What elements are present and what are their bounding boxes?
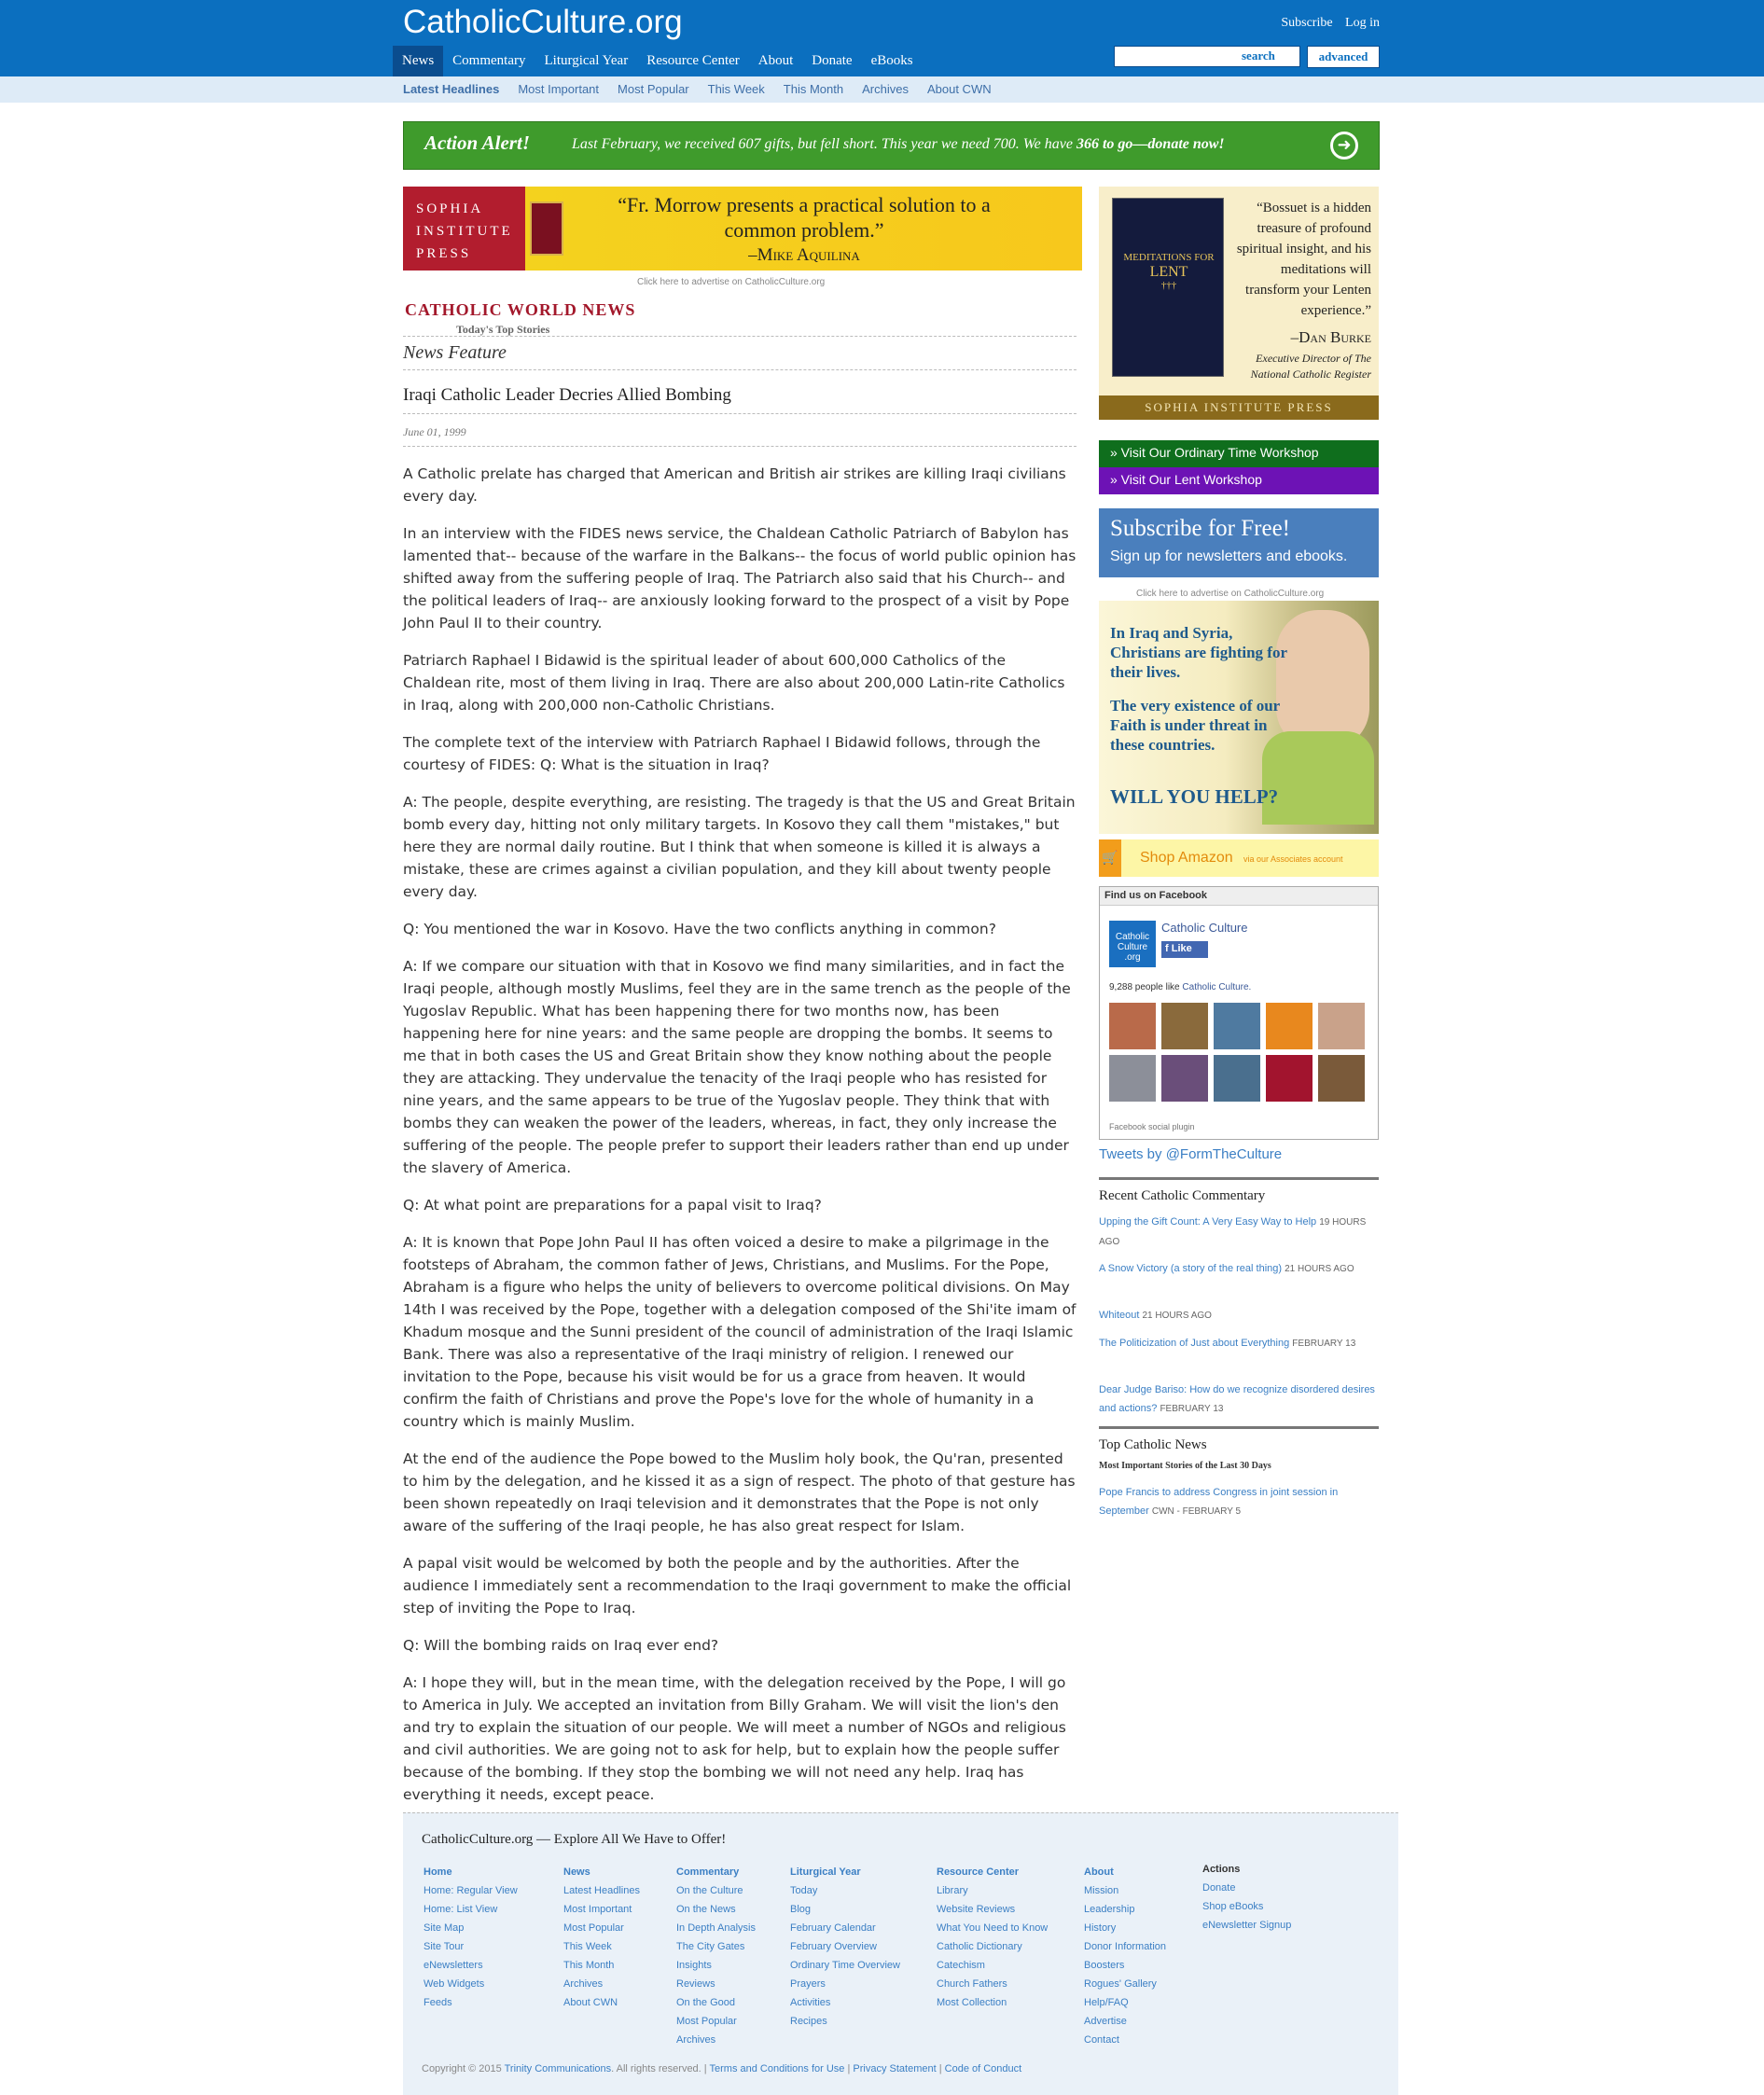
list-item[interactable]: A Snow Victory (a story of the real thing) 21 HOURS AGO <box>1099 1263 1354 1274</box>
news-subnav <box>0 76 1764 103</box>
privacy-link[interactable]: Privacy Statement <box>853 2063 937 2074</box>
list-item[interactable]: Pope Francis to address Congress in joint session in September CWN - FEBRUARY 5 <box>1099 1487 1339 1517</box>
avatar[interactable] <box>1318 1003 1365 1049</box>
avatar[interactable] <box>1266 1003 1313 1049</box>
terms-link[interactable]: Terms and Conditions for Use <box>709 2063 845 2074</box>
page-name-link[interactable]: Catholic Culture <box>1161 921 1248 935</box>
avatar[interactable] <box>1318 1055 1365 1102</box>
divider <box>403 336 1076 337</box>
subscribe-subtitle: Sign up for newsletters and ebooks. <box>1110 548 1348 564</box>
facebook-icon: f <box>1165 943 1172 954</box>
footer-column-resource-center: Resource Center Library Website Reviews What You Need to Know Catholic Dictionary Catechism Church Fathers Most Collection <box>937 1866 1049 2008</box>
footer-title: CatholicCulture.org — Explore All We Have to Offer! <box>422 1832 727 1847</box>
nav-donate[interactable]: Donate <box>812 53 853 68</box>
copyright: Copyright © 2015 Trinity Communications. All rights reserved. | Terms and Conditions for Use | Privacy Statement | Code of Conduct <box>422 2063 1022 2074</box>
paragraph: A: The people, despite everything, are resisting. The tragedy is that the US and Great Britain bomb every day, hitting not only military targets. In Kosovo they call them "mistakes," but here they are normal daily routine. But I think that when someone is killed it is always a mistake, these are crimes against a civilian population, and they kill about twenty people every day. <box>403 794 1076 900</box>
avatar[interactable] <box>1161 1003 1208 1049</box>
paragraph: A papal visit would be welcomed by both the people and by the authorities. After the audience I immediately sent a recommendation to the Iraqi government to make the official step of inviting the Pope to Iraq. <box>403 1555 1072 1616</box>
avatar[interactable] <box>1109 1055 1156 1102</box>
advanced-search-button[interactable]: advanced <box>1307 46 1380 68</box>
main-nav <box>393 46 923 76</box>
alert-title: Action Alert! <box>424 132 530 154</box>
divider <box>1099 1426 1379 1429</box>
site-logo[interactable]: CatholicCulture.org <box>403 4 683 40</box>
avatar[interactable] <box>1161 1055 1208 1102</box>
subnav-this-month[interactable]: This Month <box>783 82 844 96</box>
amazon-title: Shop Amazon <box>1140 850 1233 866</box>
subnav-about-cwn[interactable]: About CWN <box>926 82 992 96</box>
book-cover-image: MEDITATIONS FOR LENT ††† <box>1112 198 1224 377</box>
list-item[interactable]: The Politicization of Just about Everything FEBRUARY 13 <box>1099 1338 1356 1349</box>
trinity-link[interactable]: Trinity Communications <box>504 2063 612 2074</box>
top-header <box>0 0 1764 76</box>
ad-text: The very existence of our Faith is under threat in these countries. <box>1110 697 1280 754</box>
subscribe-box[interactable] <box>1099 508 1379 577</box>
cart-icon: 🛒 <box>1099 839 1121 877</box>
article-body <box>403 463 1076 1821</box>
subnav-this-week[interactable]: This Week <box>707 82 765 96</box>
subnav-archives[interactable]: Archives <box>862 82 909 96</box>
subnav-most-popular[interactable]: Most Popular <box>618 82 689 96</box>
lent-book-ad[interactable] <box>1099 187 1379 420</box>
alert-message: Last February, we received 607 gifts, but fell short. This year we need 700. We have 366 to go—donate now! <box>572 136 1225 152</box>
book-cover-image <box>530 201 563 256</box>
advertise-note[interactable]: Click here to advertise on CatholicCulture.org <box>637 277 826 287</box>
footer-column-commentary: Commentary On the Culture On the News In Depth Analysis The City Gates Insights Reviews On the Good Most Popular Archives <box>676 1866 756 2046</box>
fan-faces <box>1109 1003 1370 1107</box>
facebook-widget <box>1099 886 1379 1140</box>
paragraph: In an interview with the FIDES news service, the Chaldean Catholic Patriarch of Babylon has lamented that-- because of the warfare in the Balkans-- the focus of world public opinion has shifted away from the suffering people of Iraq. The Patriarch also said that his Church-- and the political leaders of Iraq-- are anxiously looking forward to the prospect of a visit by Pope John Paul II to their country. <box>403 525 1076 631</box>
avatar[interactable] <box>1109 1003 1156 1049</box>
facebook-like-button[interactable]: f Like <box>1161 941 1208 958</box>
nav-commentary[interactable]: Commentary <box>452 53 526 68</box>
action-alert-banner[interactable] <box>403 121 1380 170</box>
paragraph: Q: At what point are preparations for a papal visit to Iraq? <box>403 1197 822 1214</box>
list-item[interactable]: Dear Judge Bariso: How do we recognize disordered desires and actions? FEBRUARY 13 <box>1099 1384 1375 1414</box>
footer-column-news: News Latest Headlines Most Important Most Popular This Week This Month Archives About CWN <box>563 1866 640 2008</box>
search-button[interactable]: search <box>1242 49 1275 62</box>
iraq-appeal-ad[interactable] <box>1099 601 1379 834</box>
nav-liturgical-year[interactable]: Liturgical Year <box>544 53 629 68</box>
paragraph: The complete text of the interview with Patriarch Raphael I Bidawid follows, through the courtesy of FIDES: Q: What is the situation in Iraq? <box>403 734 1041 773</box>
article-title: Iraqi Catholic Leader Decries Allied Bombing <box>403 385 731 405</box>
nav-ebooks[interactable]: eBooks <box>870 53 913 68</box>
ordinary-time-workshop-link[interactable]: » Visit Our Ordinary Time Workshop <box>1099 440 1379 467</box>
list-item[interactable]: Upping the Gift Count: A Very Easy Way to Help 19 HOURS AGO <box>1099 1216 1367 1247</box>
paragraph: At the end of the audience the Pope bowed to the Muslim holy book, the Qu'ran, presented to him by the delegation, and he kissed it as a sign of respect. The photo of that gesture has been shown repeatedly on Iraqi television and it demonstrates that the Pope is not only aware of the suffering of the Iraqi people, he has also great respect for Islam. <box>403 1450 1076 1534</box>
paragraph: Q: You mentioned the war in Kosovo. Have the two conflicts anything in common? <box>403 921 996 937</box>
subnav-latest-headlines[interactable]: Latest Headlines <box>403 82 500 96</box>
ad-quote-author: –Dan Burke <box>1290 328 1371 346</box>
page-avatar[interactable]: Catholic Culture .org <box>1109 921 1156 967</box>
article-date: June 01, 1999 <box>403 425 466 438</box>
sophia-banner-ad[interactable] <box>403 187 1082 271</box>
recent-commentary-title: Recent Catholic Commentary <box>1099 1188 1266 1203</box>
top-news-title: Top Catholic News <box>1099 1437 1207 1452</box>
paragraph: A: I hope they will, but in the mean time, with the delegation received by the Pope, I will go to America in July. We accepted an invitation from Billy Graham. We will visit the lion's den and try to explain the situation of our people. We will meet a number of NGOs and religious and civil authorities. We are going not to ask for help, but to explain how the people suffer because of the bombing. If they stop the bombing we will not need any help. Iraq has everything it needs, except peace. <box>403 1674 1066 1803</box>
banner-publisher: SOPHIA INSTITUTE PRESS <box>416 201 513 261</box>
avatar[interactable] <box>1214 1003 1260 1049</box>
amazon-sub: via our Associates account <box>1243 854 1343 864</box>
footer-column-about: About Mission Leadership History Donor Information Boosters Rogues' Gallery Help/FAQ Advertise Contact <box>1084 1866 1167 2046</box>
account-links <box>1271 16 1380 31</box>
advertise-note[interactable]: Click here to advertise on CatholicCulture.org <box>1136 589 1325 599</box>
nav-resource-center[interactable]: Resource Center <box>646 53 740 68</box>
ad-text: In Iraq and Syria, Christians are fighting for their lives. <box>1110 624 1287 681</box>
divider <box>403 369 1076 370</box>
paragraph: A: It is known that Pope John Paul II has often voiced a desire to make a pilgrimage in the footsteps of Abraham, the common father of Jews, Christians, and Muslims. For the Pope, Abraham is a figure who helps the unity of believers to overcome political divisions. On May 14th I was received by the Pope, together with a delegation composed of the Shi'ite imam of Khadum mosque and the Sunni president of the council of administration of the Iraqi Islamic Bank. There was also a representative of the Iraqi ministry of religion. I renewed our invitation to the Pope, because his visit would be for us a grace from heaven. It would confirm the faith of Christians and prove the Pope's love for the whole of humanity in a country which is mainly Muslim. <box>403 1234 1076 1430</box>
facebook-plugin-note: Facebook social plugin <box>1109 1122 1195 1131</box>
subscribe-title: Subscribe for Free! <box>1110 516 1290 541</box>
lent-workshop-link[interactable]: » Visit Our Lent Workshop <box>1099 467 1379 494</box>
ad-quote-role: Executive Director of The National Catholic Register <box>1250 352 1371 381</box>
divider <box>1099 1177 1379 1180</box>
divider <box>403 446 1076 447</box>
ad-cta: WILL YOU HELP? <box>1110 785 1279 808</box>
footer-column-liturgical-year: Liturgical Year Today Blog February Calendar February Overview Ordinary Time Overview Prayers Activities Recipes <box>790 1866 900 2027</box>
footer-column-home: Home Home: Regular View Home: List View Site Map Site Tour eNewsletters Web Widgets Feeds <box>424 1866 518 2008</box>
avatar[interactable] <box>1214 1055 1260 1102</box>
subscribe-link[interactable]: Subscribe <box>1281 16 1333 30</box>
like-count: 9,288 people like Catholic Culture. <box>1109 982 1252 992</box>
cwn-subheading: Today's Top Stories <box>456 323 550 336</box>
cwn-heading[interactable]: CATHOLIC WORLD NEWS <box>405 300 636 319</box>
banner-quote: “Fr. Morrow presents a practical solution to a common problem.” –Mike Aquilina <box>618 193 991 265</box>
ad-quote: “Bossuet is a hidden treasure of profound spiritual insight, and his meditations will transform your Lenten experience.” <box>1236 201 1371 318</box>
twitter-link[interactable]: Tweets by @FormTheCulture <box>1099 1146 1283 1162</box>
paragraph: A Catholic prelate has charged that American and British air strikes are killing Iraqi civilians every day. <box>403 465 1066 505</box>
facebook-header: Find us on Facebook <box>1100 887 1378 906</box>
nav-about[interactable]: About <box>757 53 794 68</box>
footer-column-actions: Actions Donate Shop eBooks eNewsletter Signup <box>1202 1864 1292 1931</box>
shop-amazon-link[interactable] <box>1099 839 1379 877</box>
paragraph: A: If we compare our situation with that in Kosovo we find many similarities, and in fact the Iraqi people, although mostly Muslims, feel they are in the same trench as the people of the Yugoslav Republic. What has been happening there for two months now, has been happening here for nine years: and the same people are dropping the bombs. It seems to me that in both cases the US and Great Britain show they know nothing about the people they are attacking. They undervalue the tenacity of the Iraqi people who has resisted for nine years, and the same appears to be true of the Yugoslav people. They think that with bombs they can weaken the power of the leaders, whereas, in fact, they only increase the suffering of the people. The people prefer to support their leaders rather than end up under the slavery of America. <box>403 958 1071 1176</box>
nav-news[interactable]: News <box>393 46 443 76</box>
divider <box>403 413 1076 414</box>
paragraph: Patriarch Raphael I Bidawid is the spiritual leader of about 600,000 Catholics of the Chaldean rite, most of them living in Iraq. There are also about 200,000 Latin-rite Catholics in Iraq, along with 200,000 non-Catholic Christians. <box>403 652 1065 714</box>
list-item[interactable]: Whiteout 21 HOURS AGO <box>1099 1310 1212 1321</box>
ad-publisher: SOPHIA INSTITUTE PRESS <box>1099 395 1379 420</box>
subnav-most-important[interactable]: Most Important <box>518 82 600 96</box>
login-link[interactable]: Log in <box>1345 16 1380 30</box>
paragraph: Q: Will the bombing raids on Iraq ever end? <box>403 1637 719 1654</box>
section-label: News Feature <box>403 342 507 363</box>
conduct-link[interactable]: Code of Conduct <box>944 2063 1022 2074</box>
avatar[interactable] <box>1266 1055 1313 1102</box>
site-footer <box>403 1812 1398 2095</box>
top-news-subtitle: Most Important Stories of the Last 30 Days <box>1099 1461 1271 1471</box>
arrow-right-icon[interactable]: ➜ <box>1330 132 1358 160</box>
